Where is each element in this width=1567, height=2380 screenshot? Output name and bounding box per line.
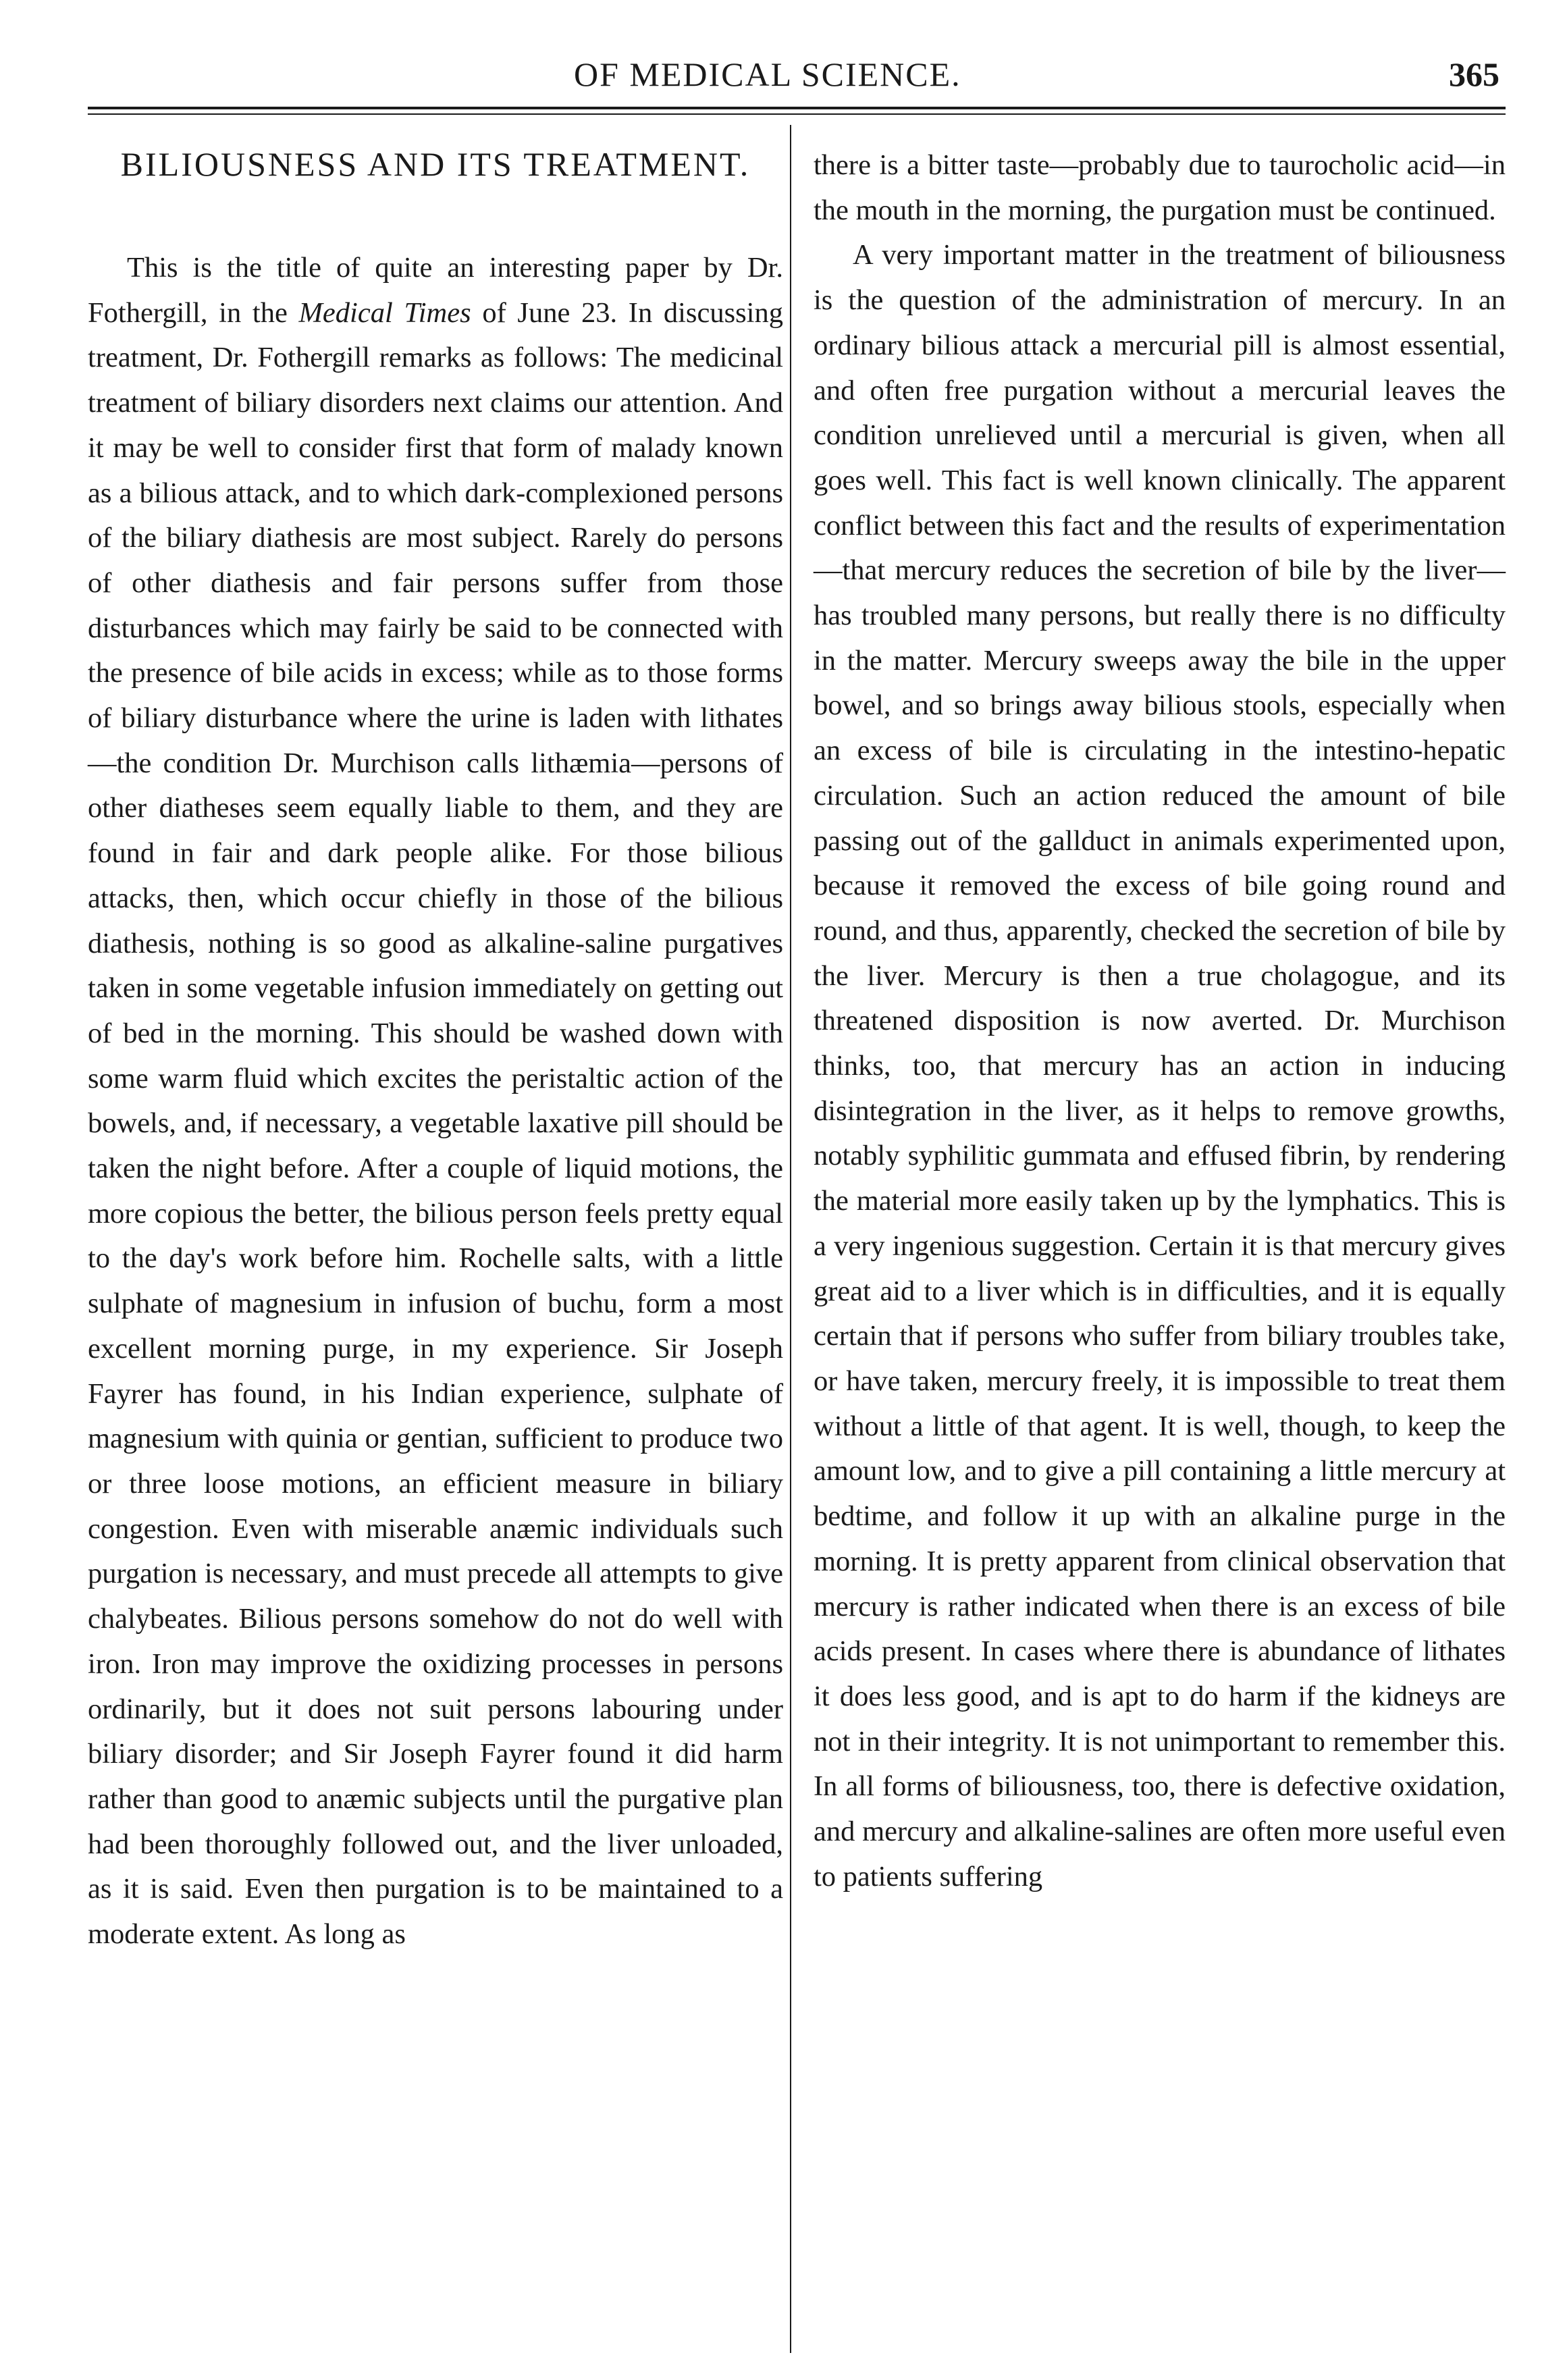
journal-title: Medical Times — [298, 296, 471, 329]
left-column — [88, 143, 783, 1957]
paragraph-1-text-a: This is the title of quite an interesting paper by Dr. Fothergill, in the — [88, 252, 783, 329]
article-title: BILIOUSNESS AND ITS TREATMENT. — [120, 145, 751, 183]
header-rule-thick — [88, 107, 1506, 109]
header-rule-thin — [88, 113, 1506, 115]
paragraph-1 — [88, 246, 783, 1957]
paragraph-1-continued: there is a bitter taste—probably due to taurocholic acid—in the mouth in the morning, the purgation must be continued. — [814, 149, 1506, 226]
running-head — [0, 47, 1567, 101]
paragraph-2: A very important matter in the treatment of biliousness is the question of the administration of mercury. In an ordinary bilious attack a mercurial pill is almost essential, and often free purgation without a mercurial leaves the condition unrelieved until a mercurial is given, when all goes well. This fact is well known clinically. The apparent conflict between this fact and the results of experimentation—that mercury reduces the secretion of bile by the liver—has troubled many persons, but really there is no difficulty in the matter. Mercury sweeps away the bile in the upper bowel, and so brings away bilious stools, especially when an excess of bile is circulating in the intestino-hepatic circulation. Such an action reduced the amount of bile passing out of the gallduct in animals experimented upon, because it removed the excess of bile going round and round, and thus, apparently, checked the secretion of bile by the liver. Mercury is then a true cholagogue, and its threatened disposition is now averted. Dr. Murchison thinks, too, that mercury has an action in inducing disintegration in the liver, as it helps to remove growths, notably syphilitic gummata and effused fibrin, by rendering the material more easily taken up by the lymphatics. This is a very ingenious suggestion. Certain it is that mercury gives great aid to a liver which is in difficulties, and it is equally certain that if persons who suffer from biliary troubles take, or have taken, mercury freely, it is impossible to treat them without a little of that agent. It is well, though, to keep the amount low, and to give a pill containing a little mercury at bedtime, and follow it up with an alkaline purge in the morning. It is pretty apparent from clinical observation that mercury is rather indicated when there is an excess of bile acids present. In cases where there is abundance of lithates it does less good, and is apt to do harm if the kidneys are not in their integrity. It is not unimportant to remember this. In all forms of biliousness, too, there is defective oxidation, and mercury and alkaline-salines are often more useful even to patients suffering — [814, 239, 1506, 1893]
running-title: OF MEDICAL SCIENCE. — [574, 55, 961, 93]
page-number: 365 — [1449, 55, 1499, 93]
right-column — [814, 143, 1506, 1899]
column-divider — [790, 125, 791, 2353]
paragraph-1-text-b: of June 23. In discussing treatment, Dr. Fothergill remarks as follows: The medicinal treatment of biliary disorders next claims our attention. And it may be well to consider first that form of malady known as a bilious attack, and to which dark-complexioned persons of the biliary diathesis are most subject. Rarely do persons of other diathesis and fair persons suffer from those disturbances which may fairly be said to be connected with the presence of bile acids in excess; while as to those forms of biliary disturbance where the urine is laden with lithates—the condition Dr. Murchison calls lithæmia—persons of other diatheses seem equally liable to them, and they are found in fair and dark people alike. For those bilious attacks, then, which occur chiefly in those of the bilious diathesis, nothing is so good as alkaline-saline purgatives taken in some vegetable infusion immediately on getting out of bed in the morning. This should be washed down with some warm fluid which excites the peristaltic action of the bowels, and, if necessary, a vegetable laxative pill should be taken the night before. After a couple of liquid motions, the more copious the better, the bilious person feels pretty equal to the day's work before him. Rochelle salts, with a little sulphate of magnesium in infusion of buchu, form a most excellent morning purge, in my experience. Sir Joseph Fayrer has found, in his Indian experience, sulphate of magnesium with quinia or gentian, sufficient to produce two or three loose motions, an efficient measure in biliary congestion. Even with miserable anæmic individuals such purgation is necessary, and must precede all attempts to give chalybeates. Bilious persons somehow do not do well with iron. Iron may improve the oxidizing processes in persons ordinarily, but it does not suit persons labouring under biliary disorder; and Sir Joseph Fayrer found it did harm rather than good to anæmic subjects until the purgative plan had been thoroughly followed out, and the liver unloaded, as it is said. Even then purgation is to be maintained to a moderate extent. As long as — [88, 296, 783, 1951]
